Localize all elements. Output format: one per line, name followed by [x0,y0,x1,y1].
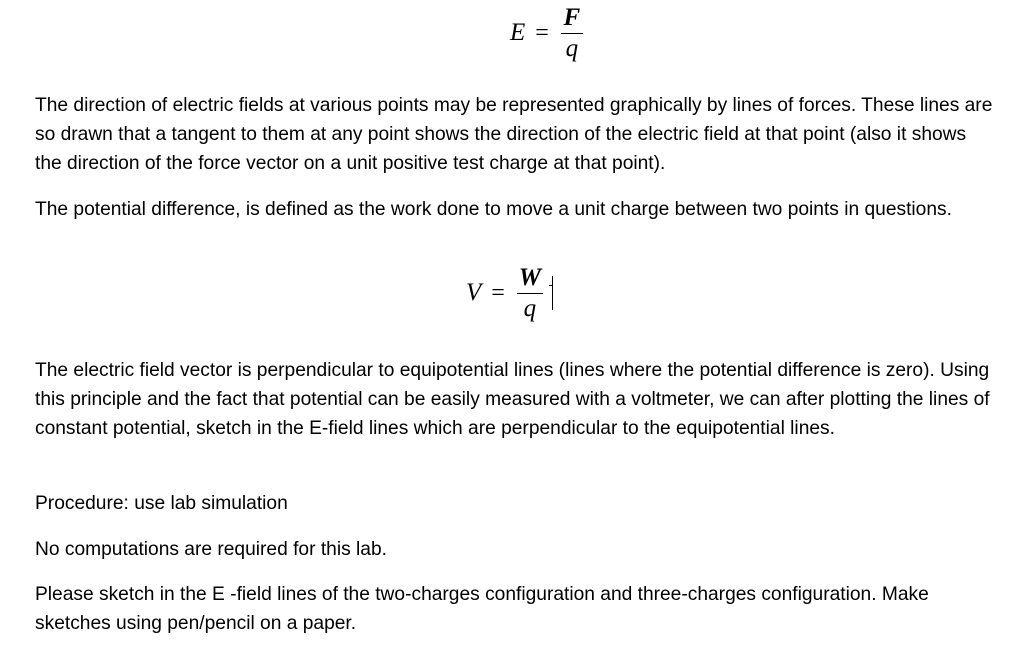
fraction-bar [561,33,583,34]
text-cursor-icon [552,276,553,310]
paragraph-equipotential: The electric field vector is perpendicular to equipotential lines (lines where the potential difference is zero). Using this principle and the fact that potential can be easily measured with a voltmeter, we can after plotting the lines of constant potential, sketch in the E-field lines which are perpendicular to the equipotential lines. [35,360,990,439]
paragraph-procedure: Procedure: use lab simulation [35,493,288,514]
paragraph-potential-difference: The potential difference, is defined as the work done to move a unit charge between two points in questions. [35,199,952,220]
fraction-denominator: q [565,35,579,62]
paragraph-computations: No computations are required for this lab. [35,539,387,560]
equals-sign: = [535,19,549,46]
potential-equation [466,264,543,322]
equation-lhs: E [510,19,526,46]
fraction-bar [517,293,543,294]
paragraph-lines-of-force: The direction of electric fields at various points may be represented graphically by lines of forces. These lines are so drawn that a tangent to them at any point shows the direction of the electric field at that point (also it shows the direction of the force vector on a unit positive test charge at that point). [35,95,993,174]
electric-field-equation [510,4,583,62]
fraction-denominator: q [523,295,537,322]
fraction-numerator: F [563,4,581,31]
equals-sign: = [491,279,505,306]
fraction [517,264,543,322]
paragraph-instructions: Please sketch in the E -field lines of the two-charges configuration and three-charges configuration. Make sketches using pen/pencil on a paper. [35,584,929,634]
fraction-numerator: W [518,264,541,291]
fraction [561,4,583,62]
equation-lhs: V [466,279,482,306]
cursor-tick [549,285,553,286]
